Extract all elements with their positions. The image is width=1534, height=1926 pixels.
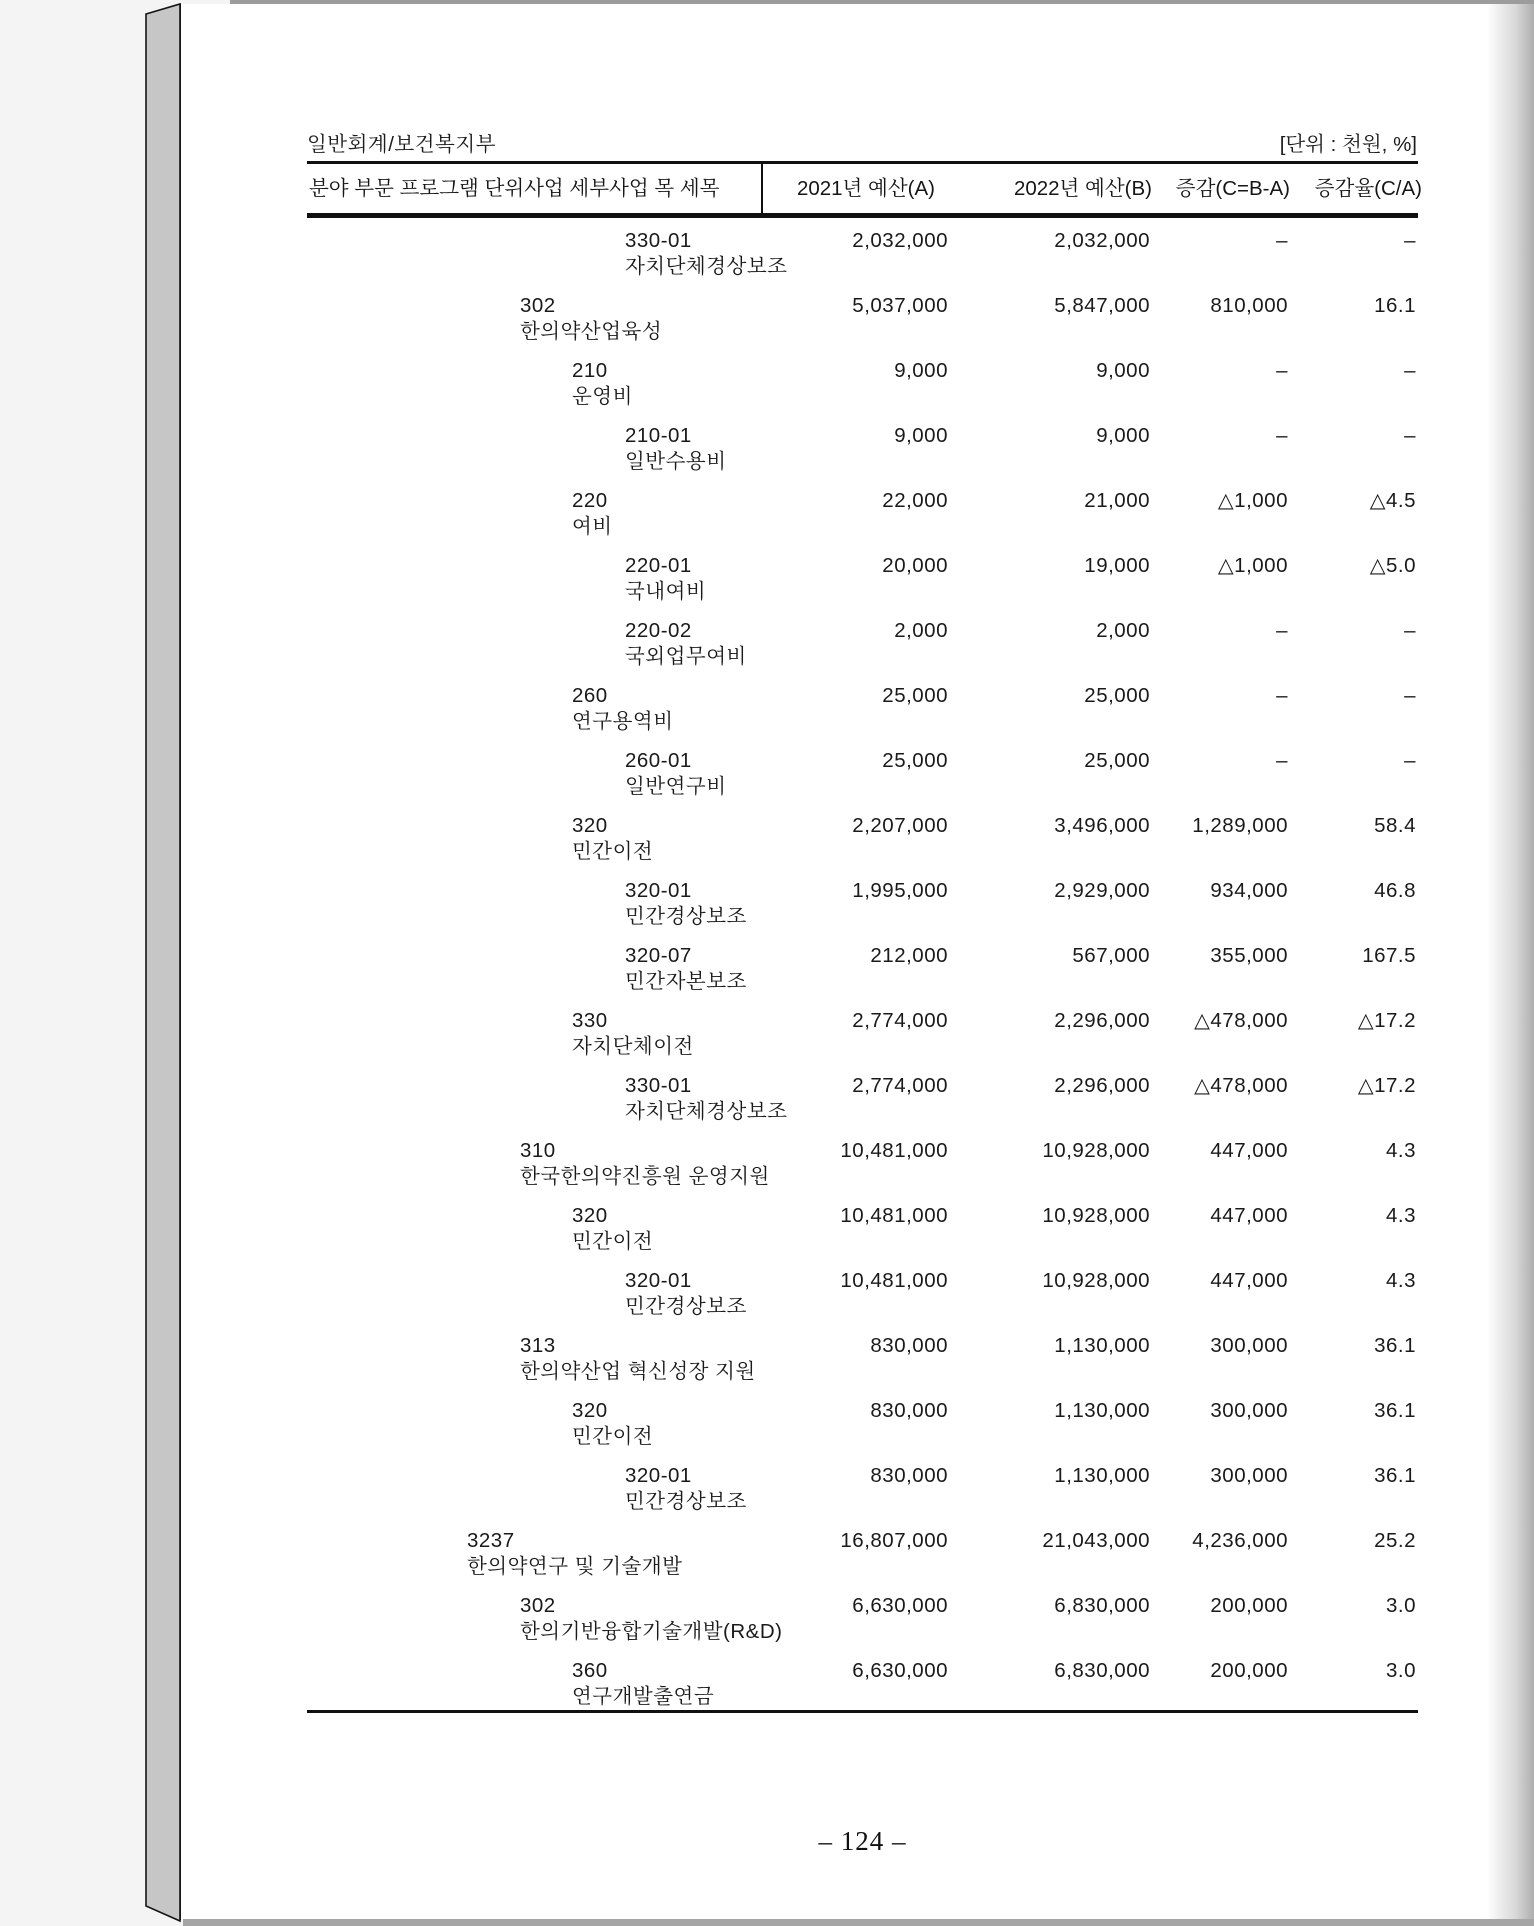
item-code: 330-01 — [625, 1074, 692, 1097]
budget-item — [572, 1203, 653, 1254]
budget-item — [520, 1593, 782, 1644]
item-code: 360 — [572, 1659, 608, 1682]
budget-item — [572, 1658, 714, 1709]
item-name: 민간이전 — [572, 1230, 654, 1253]
budget-2021-value: 25,000 — [882, 684, 948, 707]
budget-item — [572, 813, 653, 864]
budget-2021-value: 16,807,000 — [840, 1529, 948, 1552]
change-value: 1,289,000 — [1192, 814, 1288, 837]
item-code: 220 — [572, 489, 608, 512]
budget-2022-value: 1,130,000 — [1054, 1399, 1150, 1422]
column-header-hierarchy: 분야 부문 프로그램 단위사업 세부사업 목 세목 — [309, 177, 720, 200]
budget-2021-value: 830,000 — [870, 1399, 948, 1422]
item-code: 210 — [572, 359, 608, 382]
budget-2022-value: 1,130,000 — [1054, 1334, 1150, 1357]
change-value: 934,000 — [1210, 879, 1288, 902]
budget-2022-value: 21,043,000 — [1042, 1529, 1150, 1552]
change-value: – — [1276, 684, 1288, 707]
table-row — [0, 618, 1534, 670]
budget-item — [625, 618, 747, 669]
budget-2021-value: 2,774,000 — [852, 1009, 948, 1032]
item-code: 220-01 — [625, 554, 692, 577]
change-rate-value: 3.0 — [1386, 1594, 1416, 1617]
budget-item — [572, 358, 633, 409]
budget-item — [572, 683, 674, 734]
item-name: 운영비 — [572, 385, 633, 408]
table-row — [0, 488, 1534, 540]
change-rate-value: – — [1404, 424, 1416, 447]
item-code: 3237 — [467, 1529, 515, 1552]
budget-item — [625, 1463, 747, 1514]
account-label: 일반회계/보건복지부 — [307, 133, 496, 156]
change-value: – — [1276, 229, 1288, 252]
budget-2021-value: 2,207,000 — [852, 814, 948, 837]
table-row — [0, 878, 1534, 930]
item-name: 민간이전 — [572, 840, 654, 863]
item-name: 민간경상보조 — [625, 1490, 747, 1513]
change-rate-value: 36.1 — [1374, 1334, 1416, 1357]
table-row — [0, 1593, 1534, 1645]
budget-2021-value: 6,630,000 — [852, 1594, 948, 1617]
change-value: 300,000 — [1210, 1399, 1288, 1422]
budget-item — [520, 293, 662, 344]
item-code: 320-07 — [625, 944, 692, 967]
change-rate-value: △5.0 — [1369, 554, 1416, 577]
budget-2022-value: 9,000 — [1096, 424, 1150, 447]
change-value: △1,000 — [1217, 489, 1288, 512]
budget-2021-value: 9,000 — [894, 424, 948, 447]
budget-item — [572, 1008, 694, 1059]
budget-2021-value: 6,630,000 — [852, 1659, 948, 1682]
budget-item — [625, 1268, 747, 1319]
budget-item — [572, 488, 613, 539]
budget-2022-value: 6,830,000 — [1054, 1659, 1150, 1682]
table-row — [0, 1398, 1534, 1450]
change-rate-value: 16.1 — [1374, 294, 1416, 317]
budget-2021-value: 2,032,000 — [852, 229, 948, 252]
change-rate-value: 46.8 — [1374, 879, 1416, 902]
item-code: 302 — [520, 294, 556, 317]
item-name: 국내여비 — [625, 580, 707, 603]
table-row — [0, 683, 1534, 735]
column-header-budget-2022: 2022년 예산(B) — [1013, 177, 1152, 200]
table-row — [0, 813, 1534, 865]
change-rate-value: – — [1404, 619, 1416, 642]
change-rate-value: – — [1404, 229, 1416, 252]
item-code: 260 — [572, 684, 608, 707]
table-bottom-rule — [307, 1710, 1418, 1713]
item-code: 320 — [572, 1204, 608, 1227]
budget-item — [467, 1528, 682, 1579]
change-value: 4,236,000 — [1192, 1529, 1288, 1552]
item-name: 한의약산업육성 — [520, 320, 663, 343]
budget-2022-value: 5,847,000 — [1054, 294, 1150, 317]
item-code: 320-01 — [625, 879, 692, 902]
table-row — [0, 1268, 1534, 1320]
budget-2022-value: 2,296,000 — [1054, 1009, 1150, 1032]
budget-2022-value: 10,928,000 — [1042, 1139, 1150, 1162]
item-code: 302 — [520, 1594, 556, 1617]
item-name: 자치단체경상보조 — [625, 1100, 788, 1123]
change-rate-value: △17.2 — [1357, 1009, 1416, 1032]
item-name: 자치단체경상보조 — [625, 255, 788, 278]
budget-item — [625, 943, 747, 994]
budget-2021-value: 2,000 — [894, 619, 948, 642]
budget-2021-value: 20,000 — [882, 554, 948, 577]
page-number: – 124 – — [818, 1826, 907, 1856]
budget-2021-value: 2,774,000 — [852, 1074, 948, 1097]
change-value: △478,000 — [1194, 1074, 1288, 1097]
budget-2022-value: 10,928,000 — [1042, 1204, 1150, 1227]
change-value: 300,000 — [1210, 1334, 1288, 1357]
change-value: – — [1276, 619, 1288, 642]
change-rate-value: 36.1 — [1374, 1464, 1416, 1487]
item-name: 한국한의약진흥원 운영지원 — [520, 1165, 770, 1188]
budget-item — [625, 748, 727, 799]
item-code: 320-01 — [625, 1464, 692, 1487]
change-rate-value: 25.2 — [1374, 1529, 1416, 1552]
change-value: 447,000 — [1210, 1204, 1288, 1227]
item-code: 330 — [572, 1009, 608, 1032]
item-name: 국외업무여비 — [625, 645, 747, 668]
change-value: – — [1276, 424, 1288, 447]
change-value: 200,000 — [1210, 1594, 1288, 1617]
budget-2022-value: 2,929,000 — [1054, 879, 1150, 902]
budget-2022-value: 9,000 — [1096, 359, 1150, 382]
budget-2022-value: 10,928,000 — [1042, 1269, 1150, 1292]
change-rate-value: 167.5 — [1362, 944, 1416, 967]
change-value: △1,000 — [1217, 554, 1288, 577]
budget-2022-value: 2,000 — [1096, 619, 1150, 642]
change-value: 300,000 — [1210, 1464, 1288, 1487]
table-row — [0, 423, 1534, 475]
budget-2022-value: 1,130,000 — [1054, 1464, 1150, 1487]
item-code: 220-02 — [625, 619, 692, 642]
budget-2022-value: 25,000 — [1084, 684, 1150, 707]
change-value: – — [1276, 359, 1288, 382]
table-row — [0, 358, 1534, 410]
item-code: 320 — [572, 1399, 608, 1422]
item-code: 210-01 — [625, 424, 692, 447]
change-rate-value: – — [1404, 359, 1416, 382]
budget-item — [625, 1073, 787, 1124]
budget-2021-value: 830,000 — [870, 1334, 948, 1357]
item-name: 한의기반융합기술개발(R&D) — [520, 1620, 783, 1643]
item-name: 연구용역비 — [572, 710, 674, 733]
table-row — [0, 1333, 1534, 1385]
budget-2022-value: 2,032,000 — [1054, 229, 1150, 252]
change-value: △478,000 — [1194, 1009, 1288, 1032]
budget-2021-value: 10,481,000 — [840, 1269, 948, 1292]
table-row — [0, 553, 1534, 605]
budget-2022-value: 3,496,000 — [1054, 814, 1150, 837]
change-rate-value: – — [1404, 684, 1416, 707]
budget-2021-value: 830,000 — [870, 1464, 948, 1487]
budget-2022-value: 567,000 — [1072, 944, 1150, 967]
column-header-change: 증감(C=B-A) — [1175, 177, 1290, 200]
change-rate-value: △17.2 — [1357, 1074, 1416, 1097]
change-rate-value: 4.3 — [1386, 1139, 1416, 1162]
table-row — [0, 1203, 1534, 1255]
budget-item — [520, 1138, 770, 1189]
budget-item — [625, 553, 706, 604]
item-name: 한의약산업 혁신성장 지원 — [520, 1360, 756, 1383]
change-value: 447,000 — [1210, 1139, 1288, 1162]
change-value: – — [1276, 749, 1288, 772]
item-code: 260-01 — [625, 749, 692, 772]
budget-2022-value: 6,830,000 — [1054, 1594, 1150, 1617]
item-name: 일반수용비 — [625, 450, 727, 473]
item-name: 자치단체이전 — [572, 1035, 694, 1058]
budget-2022-value: 2,296,000 — [1054, 1074, 1150, 1097]
budget-2021-value: 10,481,000 — [840, 1139, 948, 1162]
budget-item — [625, 878, 747, 929]
table-row — [0, 228, 1534, 280]
budget-2022-value: 21,000 — [1084, 489, 1150, 512]
change-rate-value: 4.3 — [1386, 1204, 1416, 1227]
item-name: 민간경상보조 — [625, 1295, 747, 1318]
budget-item — [625, 423, 727, 474]
table-row — [0, 1463, 1534, 1515]
budget-item — [625, 228, 787, 279]
table-row — [0, 1138, 1534, 1190]
budget-2022-value: 25,000 — [1084, 749, 1150, 772]
item-name: 연구개발출연금 — [572, 1685, 715, 1708]
table-row — [0, 943, 1534, 995]
column-header-change-rate: 증감율(C/A) — [1314, 177, 1422, 200]
item-code: 310 — [520, 1139, 556, 1162]
budget-2021-value: 1,995,000 — [852, 879, 948, 902]
change-value: 810,000 — [1210, 294, 1288, 317]
change-value: 355,000 — [1210, 944, 1288, 967]
change-rate-value: 58.4 — [1374, 814, 1416, 837]
item-name: 민간이전 — [572, 1425, 654, 1448]
change-rate-value: △4.5 — [1369, 489, 1416, 512]
item-code: 320 — [572, 814, 608, 837]
change-value: 447,000 — [1210, 1269, 1288, 1292]
item-code: 320-01 — [625, 1269, 692, 1292]
change-value: 200,000 — [1210, 1659, 1288, 1682]
budget-item — [520, 1333, 756, 1384]
change-rate-value: 3.0 — [1386, 1659, 1416, 1682]
budget-2021-value: 10,481,000 — [840, 1204, 948, 1227]
item-name: 일반연구비 — [625, 775, 727, 798]
item-code: 313 — [520, 1334, 556, 1357]
item-name: 민간경상보조 — [625, 905, 747, 928]
change-rate-value: – — [1404, 749, 1416, 772]
budget-2021-value: 25,000 — [882, 749, 948, 772]
item-name: 여비 — [572, 515, 613, 538]
budget-2021-value: 212,000 — [870, 944, 948, 967]
item-code: 330-01 — [625, 229, 692, 252]
table-row — [0, 748, 1534, 800]
table-row — [0, 1073, 1534, 1125]
table-row — [0, 1008, 1534, 1060]
budget-2022-value: 19,000 — [1084, 554, 1150, 577]
budget-2021-value: 5,037,000 — [852, 294, 948, 317]
change-rate-value: 36.1 — [1374, 1399, 1416, 1422]
table-row — [0, 1658, 1534, 1710]
table-row — [0, 1528, 1534, 1580]
item-name: 한의약연구 및 기술개발 — [467, 1555, 683, 1578]
change-rate-value: 4.3 — [1386, 1269, 1416, 1292]
unit-label: [단위 : 천원, %] — [1279, 133, 1417, 156]
item-name: 민간자본보조 — [625, 970, 747, 993]
column-header-budget-2021: 2021년 예산(A) — [796, 177, 935, 200]
table-row — [0, 293, 1534, 345]
budget-2021-value: 22,000 — [882, 489, 948, 512]
budget-item — [572, 1398, 653, 1449]
budget-2021-value: 9,000 — [894, 359, 948, 382]
